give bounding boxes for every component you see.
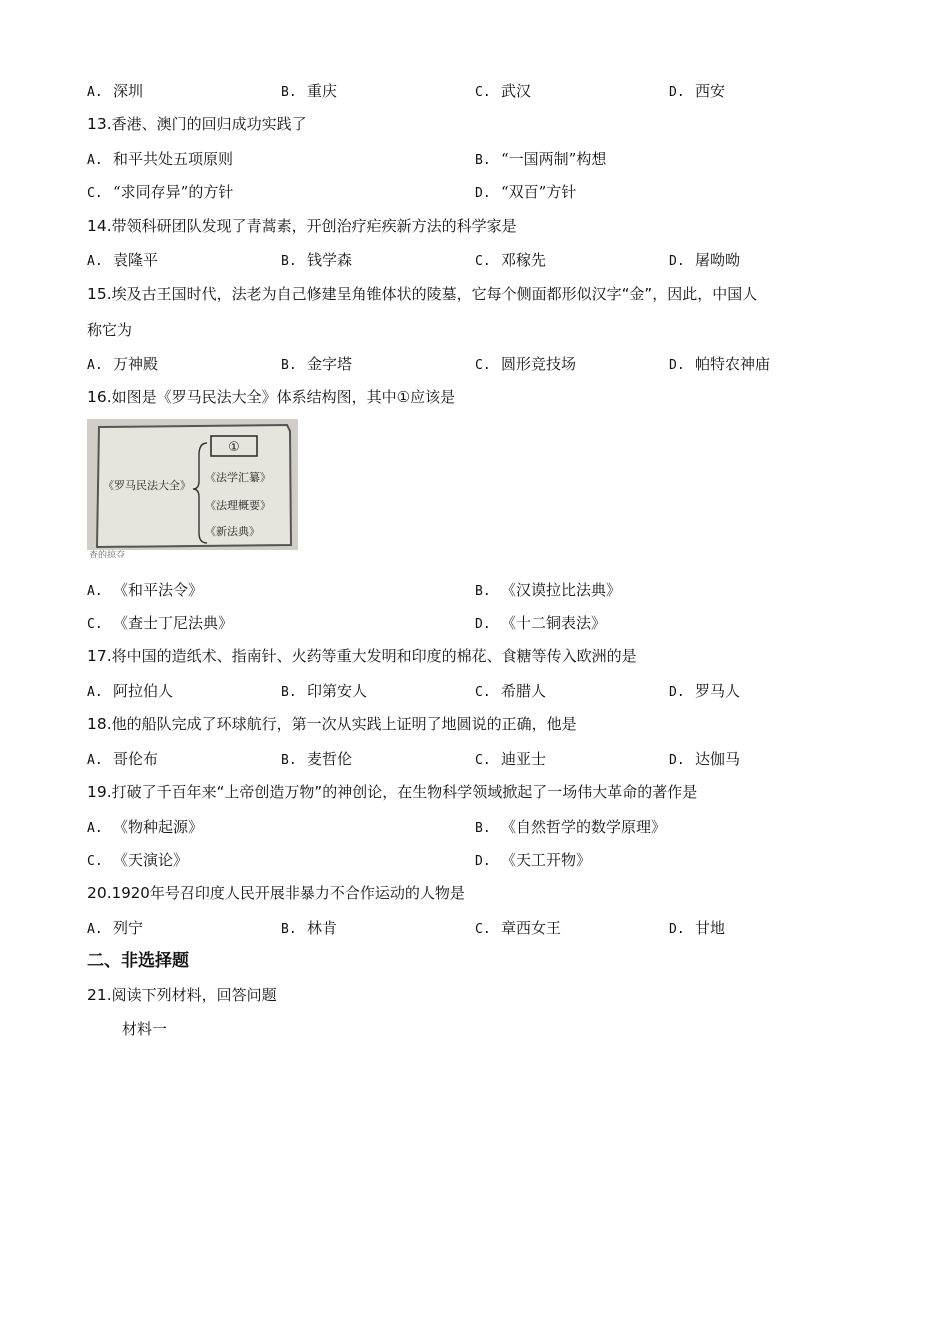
q12-option-a: A. 深圳 bbox=[87, 82, 144, 100]
q19-option-d: D. 《天工开物》 bbox=[475, 851, 592, 869]
q20-option-c: C. 章西女王 bbox=[475, 919, 562, 937]
q17-option-d: D. 罗马人 bbox=[669, 682, 741, 700]
q16-stem: 16.如图是《罗马民法大全》体系结构图，其中①应该是 bbox=[87, 388, 456, 406]
q13-option-d: D. “双百”方针 bbox=[475, 183, 577, 201]
q19-option-c: C. 《天演论》 bbox=[87, 851, 189, 869]
q19-option-b: B. 《自然哲学的数学原理》 bbox=[475, 818, 667, 836]
q16-option-d: D. 《十二铜表法》 bbox=[475, 614, 607, 632]
root-label: 《罗马民法大全》 bbox=[103, 479, 191, 492]
q15-option-b: B. 金字塔 bbox=[281, 355, 353, 373]
item-fa-xue-hui-zuan: 《法学汇纂》 bbox=[205, 471, 271, 484]
q13-option-c: C. “求同存异”的方针 bbox=[87, 183, 234, 201]
q20-option-d: D. 甘地 bbox=[669, 919, 726, 937]
q14-option-c: C. 邓稼先 bbox=[475, 251, 547, 269]
q18-option-a: A. 哥伦布 bbox=[87, 750, 159, 768]
q16-option-b: B. 《汉谟拉比法典》 bbox=[475, 581, 622, 599]
q21-stem: 21.阅读下列材料，回答问题 bbox=[87, 986, 277, 1004]
q14-option-d: D. 屠呦呦 bbox=[669, 251, 741, 269]
q15-option-d: D. 帕特农神庙 bbox=[669, 355, 771, 373]
q16-option-c: C. 《查士丁尼法典》 bbox=[87, 614, 234, 632]
q15-option-a: A. 万神殿 bbox=[87, 355, 159, 373]
q17-stem: 17.将中国的造纸术、指南针、火药等重大发明和印度的棉花、食糖等传入欧洲的是 bbox=[87, 647, 637, 665]
q14-option-a: A. 袁隆平 bbox=[87, 251, 159, 269]
q21-material-label: 材料一 bbox=[122, 1020, 168, 1038]
q13-stem: 13.香港、澳门的回归成功实践了 bbox=[87, 115, 307, 133]
q20-option-a: A. 列宁 bbox=[87, 919, 144, 937]
figure-footer-fragment: 查的掠夺 bbox=[89, 551, 126, 558]
q20-stem: 20.1920年号召印度人民开展非暴力不合作运动的人物是 bbox=[87, 884, 465, 902]
q12-option-d: D. 西安 bbox=[669, 82, 726, 100]
q17-option-c: C. 希腊人 bbox=[475, 682, 547, 700]
q13-option-b: B. “一国两制”构想 bbox=[475, 150, 607, 168]
q17-option-b: B. 印第安人 bbox=[281, 682, 368, 700]
q18-option-c: C. 迪亚士 bbox=[475, 750, 547, 768]
q15-option-c: C. 圆形竞技场 bbox=[475, 355, 577, 373]
q13-option-a: A. 和平共处五项原则 bbox=[87, 150, 234, 168]
item-fa-li-gai-yao: 《法理概要》 bbox=[205, 499, 271, 512]
q19-option-a: A. 《物种起源》 bbox=[87, 818, 204, 836]
item-xin-fa-dian: 《新法典》 bbox=[205, 525, 260, 538]
marker-label: ① bbox=[228, 440, 240, 455]
section-heading-non-choice: 二、非选择题 bbox=[87, 951, 189, 971]
q20-option-b: B. 林肯 bbox=[281, 919, 338, 937]
q14-stem: 14.带领科研团队发现了青蒿素，开创治疗疟疾新方法的科学家是 bbox=[87, 217, 517, 235]
q18-option-b: B. 麦哲伦 bbox=[281, 750, 353, 768]
roman-law-structure-figure bbox=[87, 419, 298, 558]
q16-option-a: A. 《和平法令》 bbox=[87, 581, 204, 599]
q17-option-a: A. 阿拉伯人 bbox=[87, 682, 174, 700]
q18-stem: 18.他的船队完成了环球航行，第一次从实践上证明了地圆说的正确，他是 bbox=[87, 715, 577, 733]
q14-option-b: B. 钱学森 bbox=[281, 251, 353, 269]
q15-stem-line2: 称它为 bbox=[87, 321, 133, 339]
q15-stem-line1: 15.埃及古王国时代，法老为自己修建呈角锥体状的陵墓，它每个侧面都形似汉字“金”，因此，中国人 bbox=[87, 285, 758, 303]
q12-option-b: B. 重庆 bbox=[281, 82, 338, 100]
q12-option-c: C. 武汉 bbox=[475, 82, 532, 100]
q18-option-d: D. 达伽马 bbox=[669, 750, 741, 768]
q19-stem: 19.打破了千百年来“上帝创造万物”的神创论，在生物科学领域掀起了一场伟大革命的著作是 bbox=[87, 783, 698, 801]
